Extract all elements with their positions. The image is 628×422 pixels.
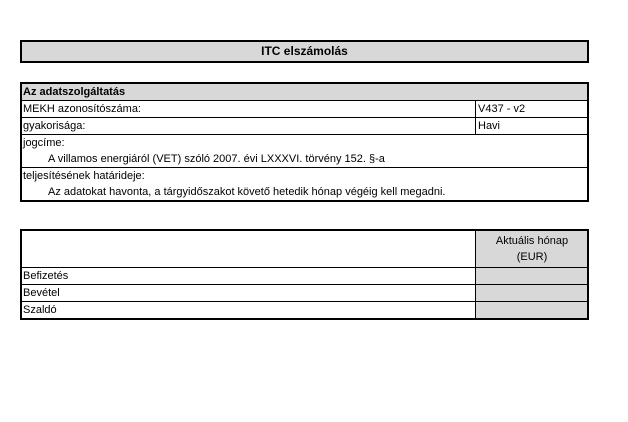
table-row: [22, 101, 587, 118]
table-row: [22, 268, 587, 285]
page-title: ITC elszámolás: [20, 40, 589, 63]
row-label-balance: Szaldó: [22, 302, 476, 318]
currency-label: (EUR): [516, 251, 548, 263]
row-label-payment: Befizetés: [22, 268, 476, 284]
table-row: [22, 135, 587, 168]
table-header-row: [22, 231, 587, 268]
empty-header-cell: [22, 231, 476, 267]
current-month-header: [476, 231, 587, 267]
row-label-revenue: Bevétel: [22, 285, 476, 301]
frequency-label: gyakorisága:: [22, 118, 476, 134]
table-row: [22, 168, 587, 200]
payment-value-cell[interactable]: [476, 268, 587, 284]
legal-basis-text: A villamos energiáról (VET) szóló 2007. évi LXXXVI. törvény 152. §-a: [48, 153, 385, 165]
revenue-value-cell[interactable]: [476, 285, 587, 301]
section-header: Az adatszolgáltatás: [22, 84, 587, 101]
mekh-id-value: V437 - v2: [478, 103, 526, 115]
frequency-value: Havi: [478, 120, 501, 132]
service-info-table: [20, 82, 589, 202]
table-row: [22, 118, 587, 135]
current-month-label: Aktuális hónap: [495, 235, 569, 247]
legal-basis-label: jogcíme:: [23, 137, 65, 149]
table-row: [22, 302, 587, 318]
balance-value-cell[interactable]: [476, 302, 587, 318]
mekh-id-label: MEKH azonosítószáma:: [22, 101, 476, 117]
settlement-table: [20, 229, 589, 320]
deadline-label: teljesítésének határideje:: [23, 170, 145, 182]
deadline-text: Az adatokat havonta, a tárgyidőszakot követő hetedik hónap végéig kell megadni.: [48, 186, 446, 198]
table-row: [22, 285, 587, 302]
